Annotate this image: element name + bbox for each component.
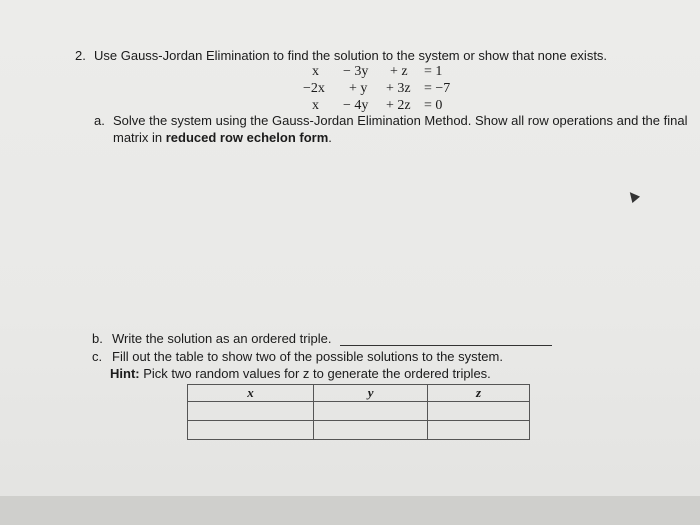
table-cell[interactable] bbox=[428, 421, 530, 440]
eq3-term-z: + 2z bbox=[386, 98, 411, 113]
eq2-term-y: + y bbox=[349, 81, 368, 96]
part-c-letter: c. bbox=[92, 349, 103, 364]
header-x: x bbox=[188, 385, 314, 402]
hint-text: Pick two random values for z to generate the ordered triples. bbox=[139, 366, 491, 381]
eq2-term-z: + 3z bbox=[386, 81, 411, 96]
table-cell[interactable] bbox=[428, 402, 530, 421]
part-c-text: Fill out the table to show two of the possible solutions to the system. bbox=[112, 349, 503, 364]
part-c-hint bbox=[110, 366, 491, 382]
table-cell[interactable] bbox=[188, 402, 314, 421]
eq2-rhs: = −7 bbox=[424, 81, 451, 96]
header-y: y bbox=[314, 385, 428, 402]
eq3-term-y: − 4y bbox=[343, 98, 369, 113]
part-b-text: Write the solution as an ordered triple. bbox=[112, 331, 332, 346]
part-a-line2 bbox=[113, 130, 332, 146]
table-cell[interactable] bbox=[188, 421, 314, 440]
part-a-letter: a. bbox=[94, 113, 105, 128]
header-z: z bbox=[428, 385, 530, 402]
table-header-row bbox=[188, 385, 530, 402]
eq3-rhs: = 0 bbox=[424, 98, 443, 113]
eq1-rhs: = 1 bbox=[424, 64, 443, 79]
part-b-letter: b. bbox=[92, 331, 103, 346]
eq1-term-z: + z bbox=[390, 64, 408, 79]
table-cell[interactable] bbox=[314, 402, 428, 421]
eq3-term-x: x bbox=[312, 98, 319, 113]
ordered-triple-answer-line[interactable] bbox=[340, 345, 552, 346]
page-bottom-edge bbox=[0, 496, 700, 525]
eq2-term-x: −2x bbox=[303, 81, 325, 96]
table-row bbox=[188, 402, 530, 421]
problem-prompt: Use Gauss-Jordan Elimination to find the solution to the system or show that none exists. bbox=[94, 48, 608, 63]
problem-number: 2. bbox=[75, 48, 86, 63]
part-a-suffix: . bbox=[328, 130, 332, 145]
part-a-prefix: matrix in bbox=[113, 130, 166, 145]
eq1-term-y: − 3y bbox=[343, 64, 369, 79]
eq1-term-x: x bbox=[312, 64, 319, 79]
rref-emphasis: reduced row echelon form bbox=[165, 130, 329, 145]
hint-label: Hint: bbox=[110, 366, 140, 381]
solutions-table bbox=[187, 384, 530, 440]
part-a-line1: Solve the system using the Gauss-Jordan Elimination Method. Show all row operations and the final bbox=[113, 113, 688, 128]
table-row bbox=[188, 421, 530, 440]
table-cell[interactable] bbox=[314, 421, 428, 440]
